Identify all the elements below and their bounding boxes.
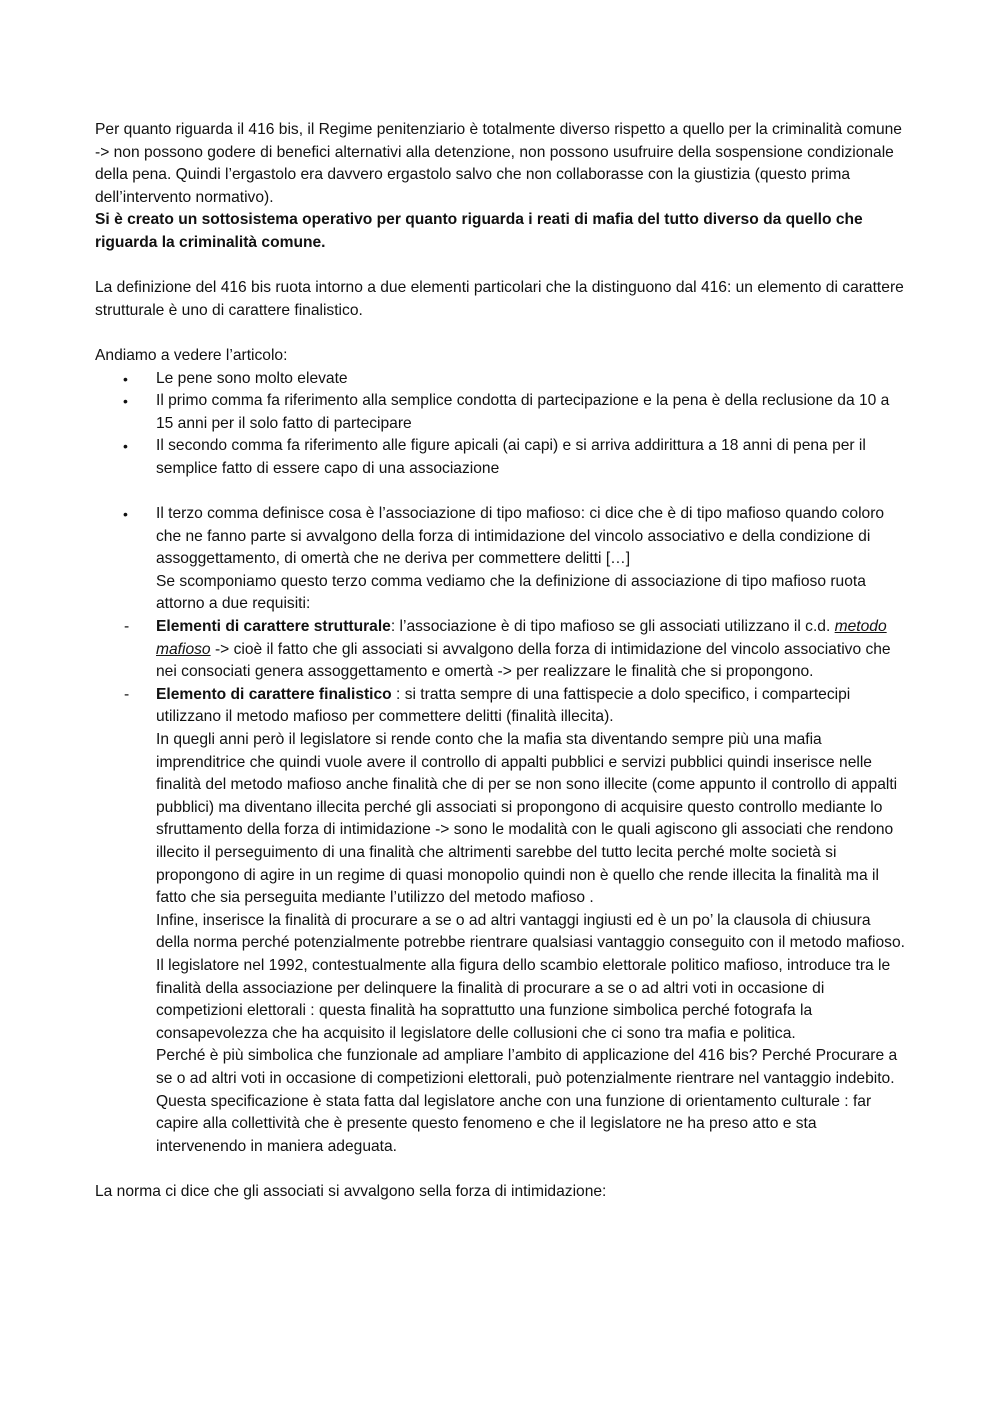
bullet-text: Le pene sono molto elevate <box>156 369 348 387</box>
intro-bold-paragraph: Si è creato un sottosistema operativo per quanto riguarda i reati di mafia del tutto diverso da quello che riguarda la criminalità comune. <box>95 211 863 251</box>
spacer <box>95 255 906 278</box>
intro-paragraph: Per quanto riguarda il 416 bis, il Regime penitenziario è totalmente diverso rispetto a quello per la criminalità comune -> non possono godere di benefici alternativi alla detenzione, non possono usufruire della sospensione condizionale della pena. Quindi l’ergastolo era davvero ergastolo salvo che non collaborasse con la giustizia (questo prima dell’intervento normativo). <box>95 121 902 206</box>
list-item <box>95 503 906 571</box>
structural-text-a: : l’associazione è di tipo mafioso se gli associati utilizzano il c.d. <box>390 618 835 636</box>
structural-text-b: -> cioè il fatto che gli associati si avvalgono della forza di intimidazione del vincolo associativo che nei consociati genera assoggettamento e omertà -> per realizzare le finalità che si propongono. <box>156 640 891 681</box>
dash-marker: - <box>124 685 130 703</box>
closing-paragraph: La norma ci dice che gli associati si avvalgono sella forza di intimidazione: <box>95 1182 607 1200</box>
list-item <box>95 368 906 391</box>
bullet-text: Il primo comma fa riferimento alla semplice condotta di partecipazione e la pena è della reclusione da 10 a 15 anni per il solo fatto di partecipare <box>156 392 890 432</box>
list-item <box>95 435 906 480</box>
bullet-marker: • <box>123 506 128 523</box>
finalistic-paragraph-1: In quegli anni però il legislatore si rende conto che la mafia sta diventando sempre più una mafia imprenditrice che quindi vuole avere il controllo di appalti pubblici e servizi pubblici quindi inserisce nelle finalità del metodo mafioso anche finalità che di per se non sono illecite (come appunto il controllo di appalti pubblici) ma diventano illecita perché gli associati si propongono di acquisire questo controllo mediante lo sfruttamento della forza di intimidazione -> sono le modalità con le quali agiscono gli associati che rendono illecito il perseguimento di una finalità che altrimenti sarebbe del tutto lecita perché molte società si propongono di agire in un regime di quasi monopolio quindi non è quello che rende illecita la finalità ma il fatto che sia perseguita mediante l’utilizzo del metodo mafioso . <box>156 731 898 907</box>
dash-item-structural <box>95 616 906 684</box>
spacer <box>95 1158 906 1181</box>
spacer <box>95 481 906 504</box>
dash-list <box>95 616 906 1158</box>
finalistic-paragraph-4: Perché è più simbolica che funzionale ad ampliare l’ambito di applicazione del 416 bis? Perché Procurare a se o ad altri voti in occasione di competizioni elettorali, può potenzialmente rientrare nel vantaggio indebito. Questa specificazione è stata fatta dal legislatore anche con una funzione di orientamento culturale : far capire alla collettività che è presente questo fenomeno e che il legislatore ne ha preso atto e sta intervenendo in maniera adeguata. <box>156 1047 898 1155</box>
finalistic-paragraph-3: Il legislatore nel 1992, contestualmente alla figura dello scambio elettorale politico mafioso, introduce tra le finalità della associazione per delinquere la finalità di procurare a se o ad altri voti in occasione di competizioni elettorali : questa finalità ha soprattutto una funzione simbolica perché fotografa la consapevolezza che ha acquisito il legislatore delle collusioni che ci sono tra mafia e politica. <box>156 956 891 1042</box>
finalistic-paragraph-2: Infine, inserisce la finalità di procurare a se o ad altri vantaggi ingiusti ed è un po’ la clausola di chiusura della norma perché potenzialmente potrebbe rientrare qualsiasi vantaggio conseguito con il metodo mafioso. <box>156 911 905 952</box>
bullet-marker: • <box>123 438 128 455</box>
spacer <box>95 322 906 345</box>
finalistic-label: Elemento di carattere finalistico <box>156 685 392 703</box>
bullet-text: Il secondo comma fa riferimento alle figure apicali (ai capi) e si arriva addirittura a 18 anni di pena per il semplice fatto di essere capo di una associazione <box>156 437 866 477</box>
third-comma-continuation: Se scomponiamo questo terzo comma vediamo che la definizione di associazione di tipo mafioso ruota attorno a due requisiti: <box>156 572 866 613</box>
bullet-list-third-comma <box>95 503 906 571</box>
bullet-list <box>95 368 906 481</box>
definition-paragraph: La definizione del 416 bis ruota intorno a due elementi particolari che la distinguono dal 416: un elemento di carattere strutturale è uno di carattere finalistico. <box>95 279 904 319</box>
list-item <box>95 390 906 435</box>
bullet-marker: • <box>123 370 128 387</box>
dash-marker: - <box>124 618 130 636</box>
bullet-marker: • <box>123 393 128 410</box>
structural-label: Elementi di carattere strutturale <box>156 618 391 636</box>
bullet-text: Il terzo comma definisce cosa è l’associazione di tipo mafioso: ci dice che è di tipo mafioso quando coloro che ne fanno parte si avvalgono della forza di intimidazione del vincolo associativo e della condizione di assoggettamento, di omertà che ne deriva per commettere delitti […] <box>156 505 885 568</box>
article-intro: Andiamo a vedere l’articolo: <box>95 346 288 364</box>
dash-item-finalistic <box>95 684 906 1158</box>
metodo-mafioso-term: metodo mafioso <box>156 618 887 658</box>
finalistic-text: : si tratta sempre di una fattispecie a dolo specifico, i compartecipi utilizzano il metodo mafioso per commettere delitti (finalità illecita). <box>156 685 851 726</box>
